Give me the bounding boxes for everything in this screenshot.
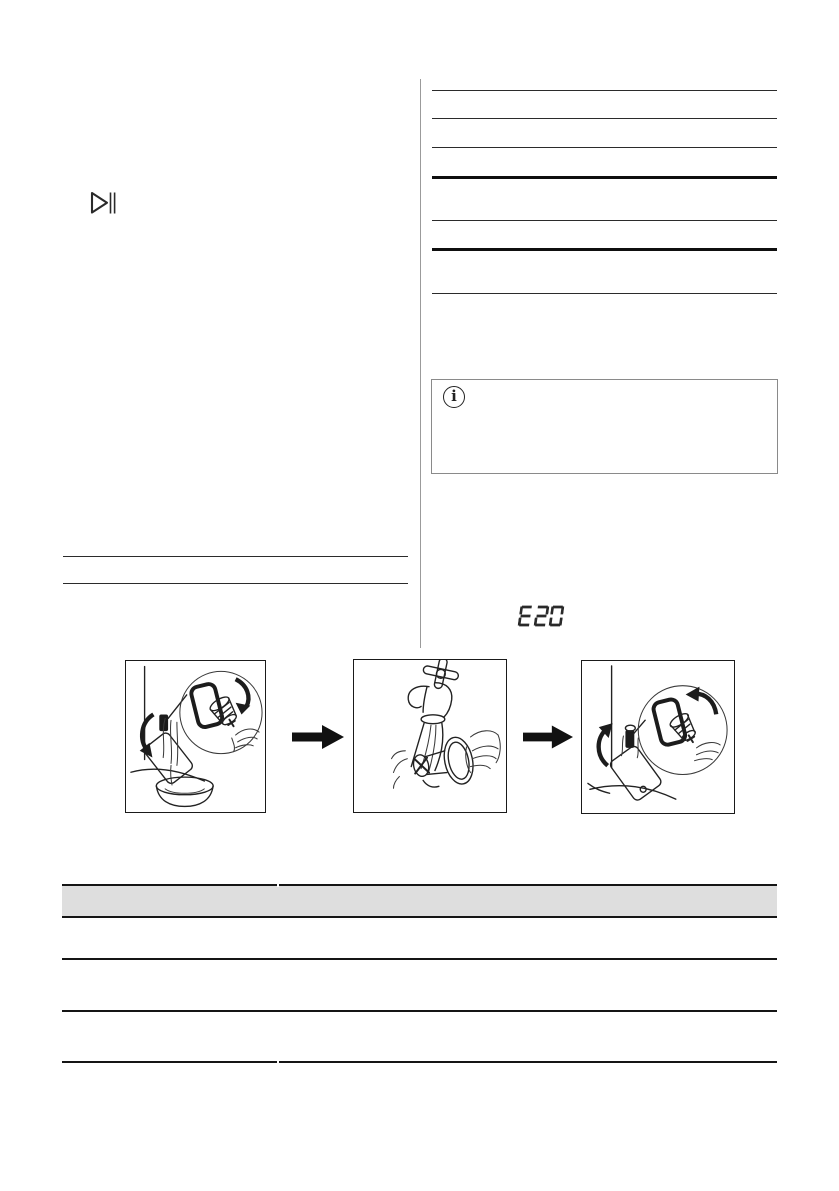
left-column-rule [63,583,408,584]
table-bottom-rule [62,1061,777,1063]
figure-step-3-refit-filter [581,660,735,814]
table-row-rule [62,1010,777,1012]
table-header-rule [62,916,777,918]
table-row-rule [432,147,777,148]
table-section-rule [432,176,777,179]
column-boundary-notch [277,884,279,887]
error-code-display [517,605,567,627]
table-row-rule [432,118,777,119]
table-header-row [62,886,777,916]
table-row-rule [62,958,777,960]
table-row-rule [432,220,777,221]
info-icon [443,386,465,408]
table-row-rule [432,293,777,294]
play-pause-icon [89,190,117,216]
figure-step-2-rinse-filter [353,659,507,813]
column-boundary-notch [277,1061,279,1064]
info-note-box [431,379,778,474]
next-step-arrow-icon [292,725,344,749]
info-icon-glyph: i [451,386,457,405]
table-section-rule [432,248,777,251]
next-step-arrow-icon [523,725,573,749]
table-row-rule [432,90,777,91]
left-column-rule [63,556,408,557]
column-divider-rule [420,79,421,648]
figure-step-1-empty-drain-filter [125,660,266,813]
